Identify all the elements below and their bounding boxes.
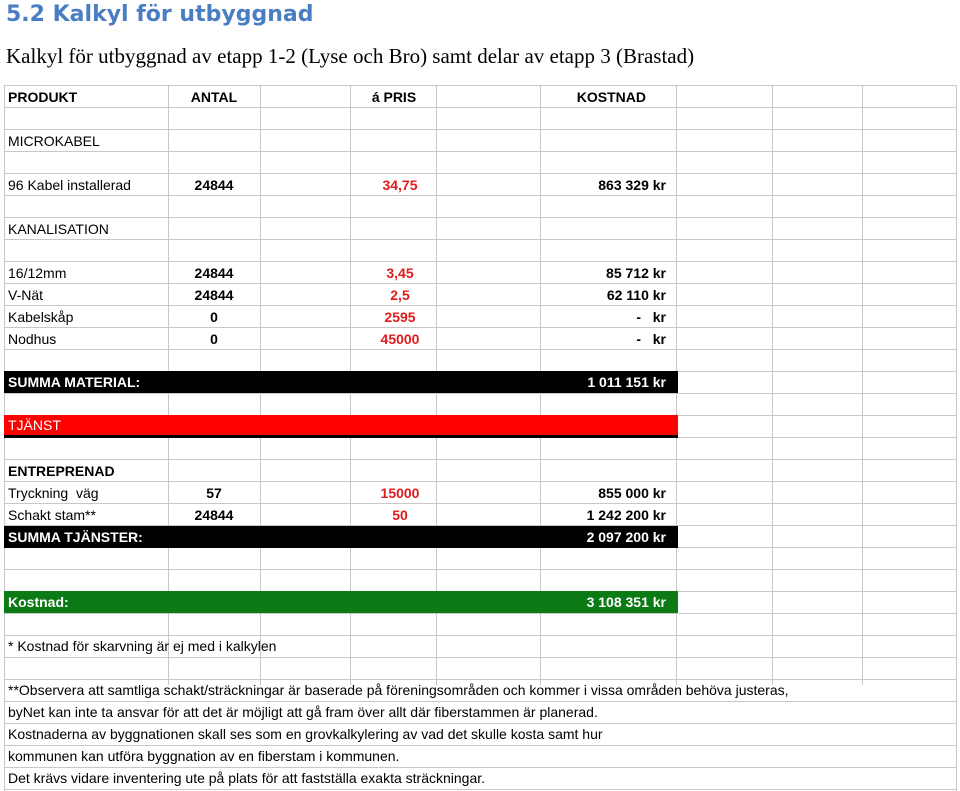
row-label: Tryckning väg xyxy=(8,485,99,501)
row-apris: 34,75 xyxy=(382,177,418,193)
summa-tjanster-value: 2 097 200 kr xyxy=(586,529,666,545)
row-kostnad: - kr xyxy=(636,309,666,325)
row-label: Schakt stam** xyxy=(8,507,96,523)
row-label: Nodhus xyxy=(8,331,57,347)
row-apris: 2,5 xyxy=(390,287,410,303)
spreadsheet-grid xyxy=(0,85,960,791)
grid-line xyxy=(4,239,956,240)
grid-line xyxy=(4,459,956,460)
kostnad-label: Kostnad: xyxy=(8,594,69,610)
grid-line xyxy=(4,217,956,218)
row-kostnad: 1 242 200 kr xyxy=(586,507,666,523)
summa-tjanster-label: SUMMA TJÄNSTER: xyxy=(8,529,143,545)
grid-line xyxy=(4,789,956,790)
column-header-kostnad: KOSTNAD xyxy=(576,89,646,105)
tjanst-label: TJÄNST xyxy=(8,417,61,433)
note-kostnaderna-line1: Kostnaderna av byggnationen skall ses som en grovkalkylering av vad det skulle kosta samt hur xyxy=(8,726,603,742)
summa-material-value: 1 011 151 kr xyxy=(587,374,666,390)
grid-line xyxy=(4,261,956,262)
section-label-microkabel: MICROKABEL xyxy=(8,133,100,149)
row-antal: 0 xyxy=(210,331,218,347)
row-kostnad: 85 712 kr xyxy=(606,265,666,281)
grid-line xyxy=(4,151,956,152)
grid-line xyxy=(4,569,956,570)
row-kostnad: 62 110 kr xyxy=(606,287,666,303)
grid-line xyxy=(4,305,956,306)
note-observera-line2: byNet kan inte ta ansvar för att det är möjligt att gå fram över allt där fiberstammen är planerad. xyxy=(8,704,598,720)
row-kostnad: 855 000 kr xyxy=(598,485,666,501)
grid-line xyxy=(4,481,956,482)
grid-line xyxy=(772,85,773,685)
grid-line xyxy=(4,503,956,504)
grid-line xyxy=(862,85,863,685)
grid-line xyxy=(4,283,956,284)
row-antal: 24844 xyxy=(194,265,234,281)
row-label: V-Nät xyxy=(8,287,44,303)
row-label: 16/12mm xyxy=(8,265,67,281)
note-kostnaderna-line2: kommunen kan utföra byggnation av en fiberstam i kommunen. xyxy=(8,748,400,764)
row-antal: 24844 xyxy=(194,507,234,523)
grid-line xyxy=(4,657,956,658)
summa-material-label: SUMMA MATERIAL: xyxy=(8,374,141,390)
row-kostnad: 863 329 kr xyxy=(598,177,666,193)
grid-line xyxy=(4,393,956,394)
tjanst-bar xyxy=(4,415,678,438)
grid-line xyxy=(4,195,956,196)
grid-line xyxy=(4,85,956,86)
row-apris: 45000 xyxy=(380,331,420,347)
kostnad-value: 3 108 351 kr xyxy=(586,594,666,610)
grid-line xyxy=(4,327,956,328)
section-label-entreprenad: ENTREPRENAD xyxy=(8,463,115,479)
section-heading: 5.2 Kalkyl för utbyggnad xyxy=(6,2,314,27)
row-apris: 2595 xyxy=(384,309,416,325)
row-kostnad: - kr xyxy=(636,331,666,347)
section-label-kanalisation: KANALISATION xyxy=(8,221,109,237)
grid-line xyxy=(4,349,956,350)
grid-line xyxy=(4,173,956,174)
note-observera-line1: **Observera att samtliga schakt/sträckningar är baserade på föreningsområden och kommer i vissa områden behöva justeras, xyxy=(8,682,789,698)
row-antal: 0 xyxy=(210,309,218,325)
row-apris: 3,45 xyxy=(386,265,414,281)
row-antal: 57 xyxy=(206,485,222,501)
grid-line xyxy=(4,107,956,108)
grid-line xyxy=(4,85,5,791)
grid-line xyxy=(4,613,956,614)
row-label: 96 Kabel installerad xyxy=(8,177,131,193)
column-header-antal: ANTAL xyxy=(190,89,238,105)
grid-line xyxy=(956,85,957,791)
row-antal: 24844 xyxy=(194,287,234,303)
row-label: Kabelskåp xyxy=(8,309,74,325)
grid-line xyxy=(4,129,956,130)
note-inventering: Det krävs vidare inventering ute på plats för att fastställa exakta sträckningar. xyxy=(8,770,486,786)
column-header-apris: á PRIS xyxy=(371,89,417,105)
row-apris: 15000 xyxy=(380,485,420,501)
row-apris: 50 xyxy=(392,507,408,523)
row-antal: 24844 xyxy=(194,177,234,193)
footnote-skarvning: * Kostnad för skarvning är ej med i kalkylen xyxy=(8,638,277,654)
page-subtitle: Kalkyl för utbyggnad av etapp 1-2 (Lyse och Bro) samt delar av etapp 3 (Brastad) xyxy=(6,44,695,68)
column-header-produkt: PRODUKT xyxy=(8,89,78,105)
